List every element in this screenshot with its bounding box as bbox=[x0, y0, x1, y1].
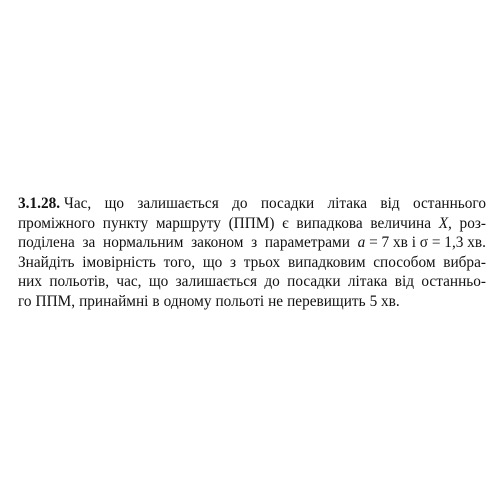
word: не bbox=[268, 292, 284, 310]
word: час, bbox=[116, 273, 142, 291]
word: 5 хв. bbox=[369, 292, 400, 310]
word: останнього bbox=[412, 195, 486, 212]
word: що bbox=[104, 195, 125, 212]
word: до bbox=[264, 273, 280, 291]
problem-line-3 bbox=[18, 233, 486, 253]
word: вибра- bbox=[443, 253, 486, 271]
word: Знайдіть bbox=[18, 253, 75, 271]
word: (ППМ) bbox=[228, 214, 275, 232]
problem-3-1-28 bbox=[18, 194, 486, 312]
word: від bbox=[394, 273, 415, 291]
word: в bbox=[152, 292, 160, 310]
word: посадки bbox=[260, 195, 315, 212]
word: від bbox=[380, 195, 400, 212]
word: ППМ, bbox=[35, 292, 76, 310]
word: го bbox=[18, 292, 32, 310]
word: маршруту bbox=[155, 214, 221, 232]
word: залишається bbox=[137, 195, 219, 212]
problem-line-1 bbox=[18, 194, 486, 214]
word: посадки bbox=[287, 273, 341, 291]
word: роз- bbox=[459, 214, 486, 232]
word: є bbox=[282, 214, 289, 232]
word: проміжного bbox=[18, 214, 96, 232]
word: законом bbox=[191, 234, 244, 252]
word: пункту bbox=[102, 214, 149, 232]
word: залишається bbox=[175, 273, 258, 291]
problem-line-2 bbox=[18, 214, 486, 234]
word: того, bbox=[163, 253, 196, 271]
word: принаймні bbox=[79, 292, 149, 310]
word: поділена bbox=[18, 234, 75, 252]
word: перевищить bbox=[287, 292, 366, 310]
word: трьох bbox=[243, 253, 281, 271]
variable-x: X, bbox=[438, 214, 452, 232]
problem-line-5 bbox=[18, 272, 486, 292]
word: величина bbox=[370, 214, 431, 232]
word: польоті bbox=[215, 292, 265, 310]
word: до bbox=[232, 195, 248, 212]
word: з bbox=[251, 234, 258, 252]
word: них bbox=[18, 273, 43, 291]
problem-line-4 bbox=[18, 253, 486, 273]
word: одному bbox=[163, 292, 212, 310]
cropped-next-line bbox=[18, 296, 486, 304]
word: параметрами bbox=[264, 234, 350, 252]
word: способом bbox=[373, 253, 436, 271]
word: останньо- bbox=[421, 273, 486, 291]
word: літака bbox=[327, 195, 368, 212]
cropped-glyph-tops bbox=[18, 301, 486, 304]
word: нормальним bbox=[103, 234, 184, 252]
word: випадкова bbox=[296, 214, 363, 232]
word: що bbox=[202, 253, 223, 271]
parameters-formula: a = 7 хв і σ = 1,3 хв. bbox=[357, 234, 486, 252]
word: імовірність bbox=[82, 253, 156, 271]
word: за bbox=[82, 234, 96, 252]
word: літака bbox=[347, 273, 388, 291]
word: що bbox=[148, 273, 169, 291]
problem-number: 3.1.28. Час, bbox=[18, 195, 92, 212]
word: з bbox=[230, 253, 237, 271]
word: випадковим bbox=[287, 253, 366, 271]
word: польотів, bbox=[49, 273, 110, 291]
